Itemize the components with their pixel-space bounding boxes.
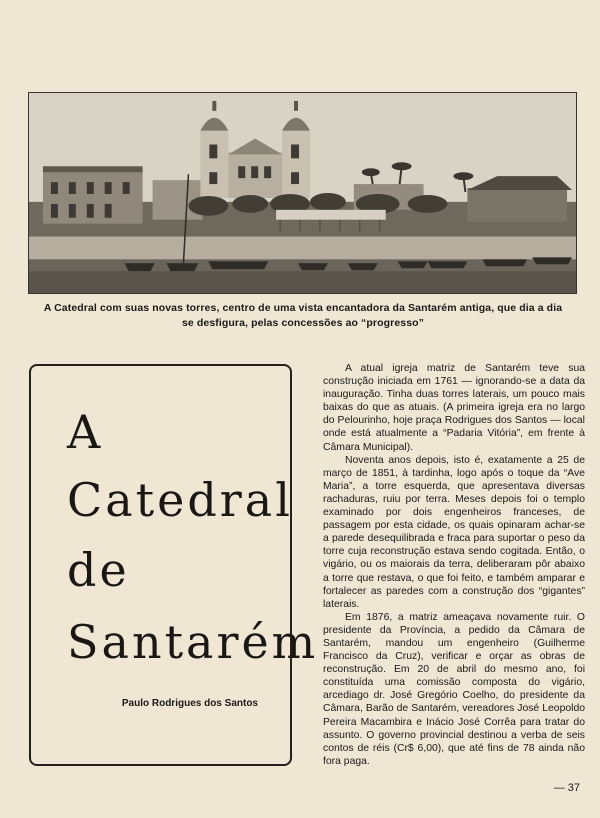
- caption-line-2: se desfigura, pelas concessões ao “progresso”: [181, 317, 424, 329]
- article-body: [323, 362, 585, 768]
- page-number: — 37: [553, 782, 580, 794]
- title-box: [29, 364, 319, 766]
- article-paragraph: Em 1876, a matriz ameaçava novamente ruir. O presidente da Província, a pedido da Câmara de Santarém, mandou um engenheiro (Guilherme Francisco da Cruz), verificar e orçar as obras de reconstrução. Em 20 de abril do mesmo ano, foi constituída uma comissão composta do vigário, arcediago dr. José Gregório Coelho, do presidente da Câmara, Barão de Santarém, vereadores José Leopoldo Pereira Macambira e Inácio José Corrêa para tratar do assunto. O governo provincial destinou a verba de seis contos de réis (Cr$ 6,00), que até fins de 78 ainda não fora paga.: [323, 611, 585, 767]
- article-paragraph: A atual igreja matriz de Santarém teve sua construção iniciada em 1761 — ignorando-se a data da inauguração. Tinha duas torres laterais, um pouco mais baixas do que as atuais. (A primeira igreja era no largo do Pelourinho, hoje praça Rodrigues dos Santos — local onde está atualmente a “Padaria Vitória”, em frente à Câmara Municipal).: [323, 363, 585, 453]
- title-line-4: Santarém: [67, 615, 319, 669]
- caption-line-1: A Catedral com suas novas torres, centro de uma vista encantadora da Santarém antiga, que dia a dia: [43, 302, 563, 314]
- article-paragraph: Noventa anos depois, isto é, exatamente a 25 de março de 1851, à tardinha, logo após o toque da “Ave Maria”, a torre esquerda, que apresentava diversas rachaduras, ruiu por terra. Meses depois foi o templo examinado por dois engenheiros franceses, de passagem por esta cidade, os quais opinaram achar-se a parede desequilibrada e fraca para suportar o peso da torre cuja reconstrução estava sendo cogitada. Então, o vigário, ou os maiorais da terra, deliberaram pôr abaixo a torre que restava, o que foi feito, e também amparar e fortalecer as paredes com a construção dos “gigantes” laterais.: [323, 454, 585, 610]
- photo-caption: [34, 301, 572, 331]
- title-line-2: Catedral: [67, 473, 293, 527]
- title-line-3: de: [67, 543, 130, 597]
- cathedral-photo-illustration: [29, 93, 576, 293]
- title-line-1: A: [67, 405, 104, 459]
- cathedral-photo: [28, 92, 577, 294]
- author-name: Paulo Rodrigues dos Santos: [121, 698, 258, 709]
